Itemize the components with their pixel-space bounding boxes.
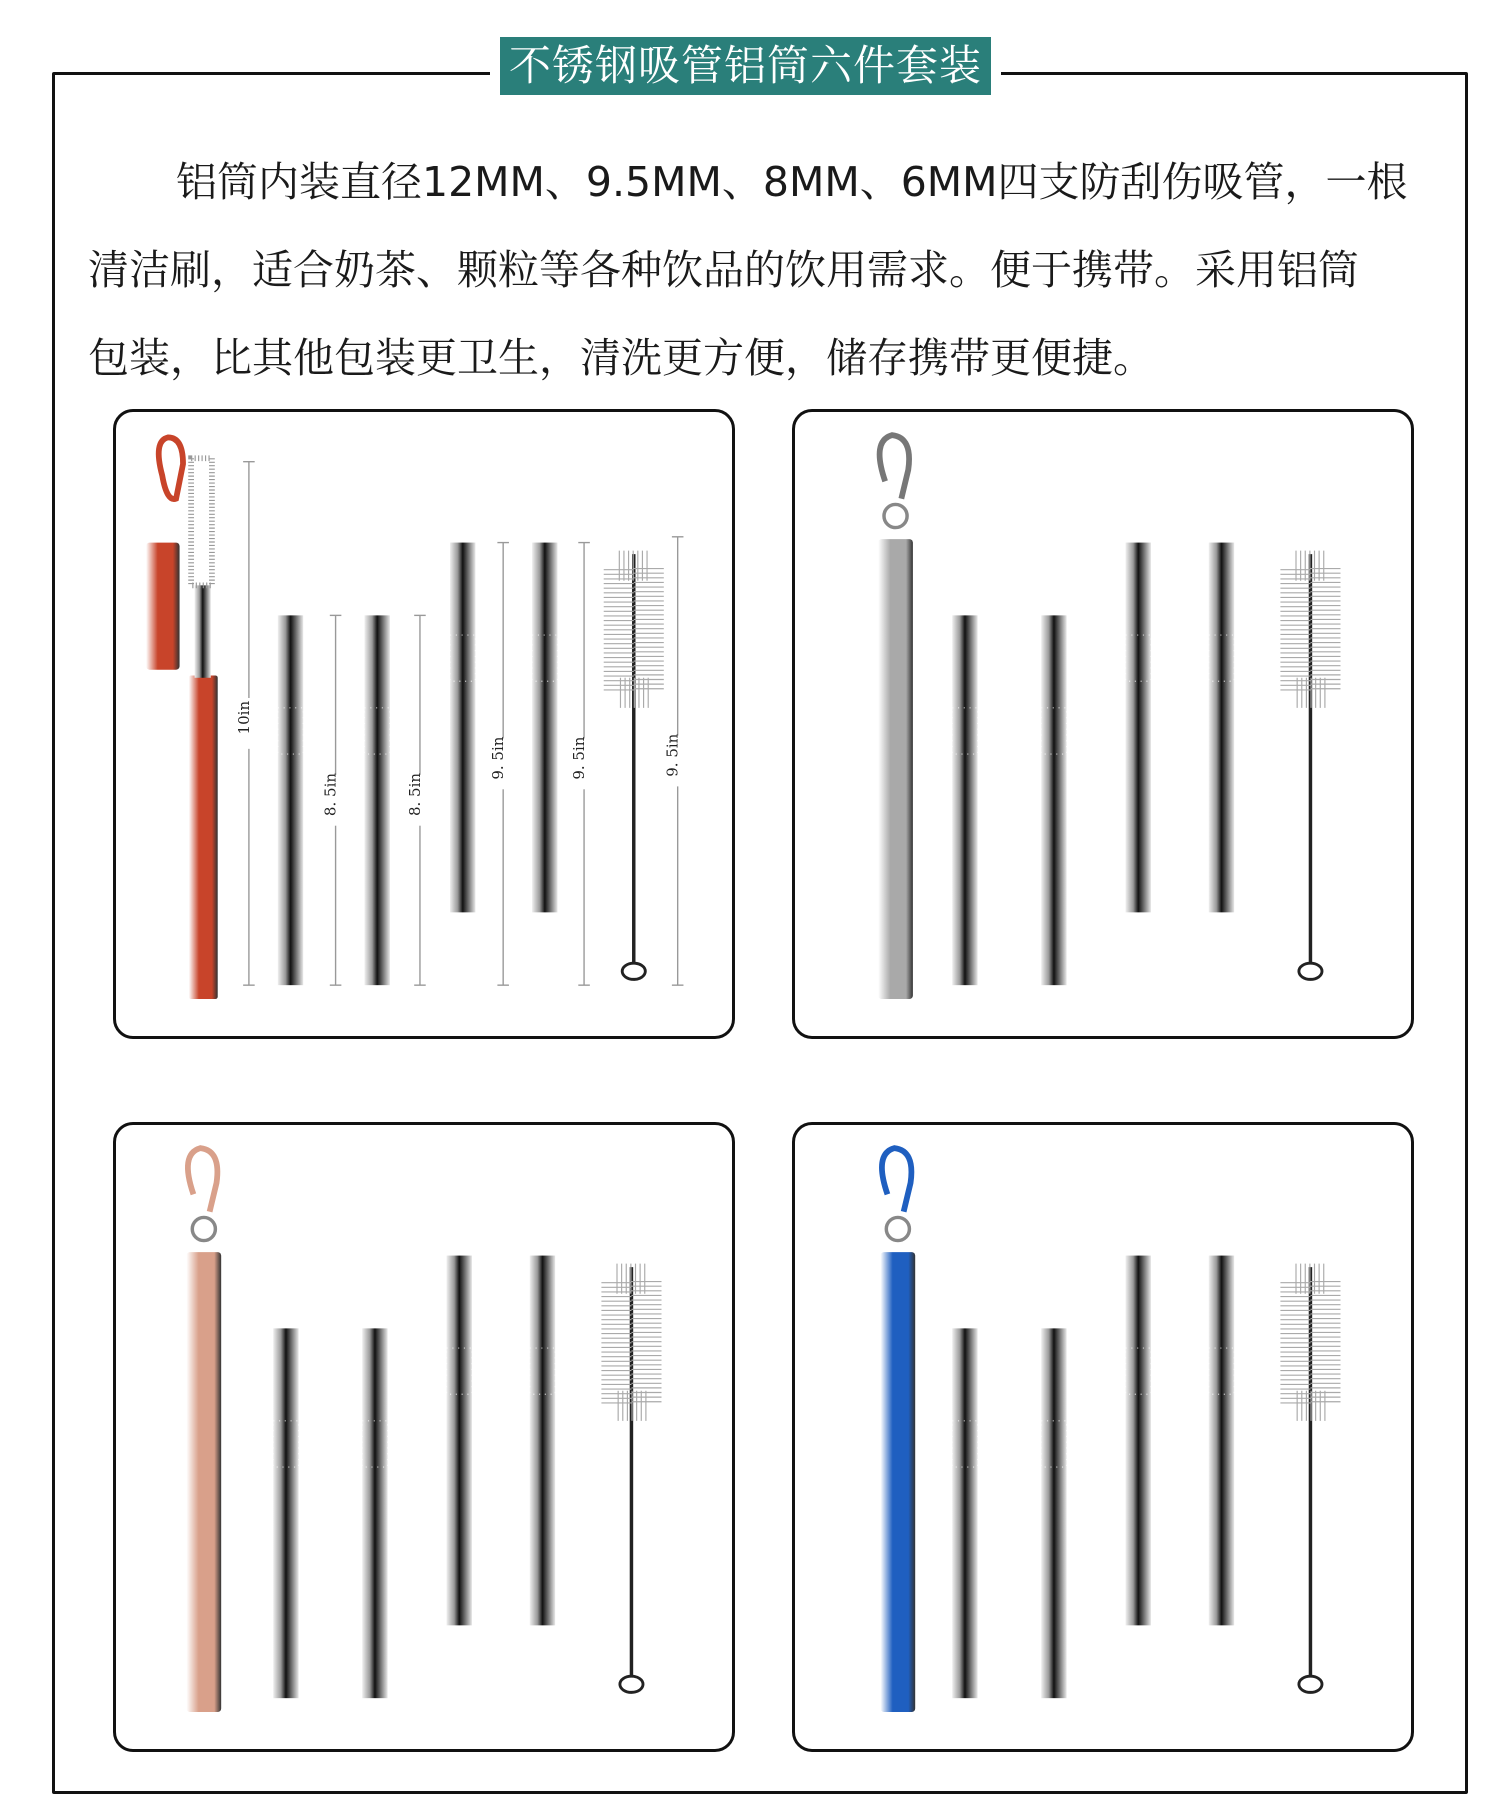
key-ring <box>192 1217 215 1240</box>
length-label: 9. 5in <box>570 736 589 780</box>
stainless-straw <box>273 1328 298 1698</box>
aluminum-case <box>881 1252 916 1712</box>
length-label: 8. 5in <box>405 772 424 817</box>
description-line-3: 包装，比其他包装更卫生，清洗更方便，储存携带更便捷。 <box>88 334 1154 382</box>
aluminum-case <box>186 1252 221 1712</box>
product-illustration <box>795 412 1411 1036</box>
length-label: 10in <box>234 700 253 735</box>
page-title: 不锈钢吸管铝筒六件套装 <box>500 37 991 95</box>
carabiner-icon <box>882 1148 912 1212</box>
stainless-straw <box>1209 543 1234 913</box>
product-panel-blue <box>792 1122 1414 1752</box>
carabiner-icon <box>159 437 183 499</box>
brush-bristles <box>191 458 212 585</box>
carabiner-icon <box>880 435 910 499</box>
length-label: 9. 5in <box>663 733 682 777</box>
stainless-straw <box>364 615 389 985</box>
stainless-straw <box>1041 1328 1066 1698</box>
brush-loop <box>1299 1676 1322 1692</box>
stainless-straw <box>362 1328 387 1698</box>
stainless-straw <box>1041 615 1066 985</box>
telescoping-straw <box>195 585 211 677</box>
carabiner-icon <box>188 1148 218 1212</box>
aluminum-case <box>189 675 218 999</box>
product-panel-silver <box>792 409 1414 1039</box>
brush-loop <box>622 963 645 979</box>
stainless-straw <box>1126 543 1151 913</box>
product-illustration <box>116 412 732 1036</box>
product-illustration <box>795 1125 1411 1749</box>
stainless-straw <box>530 1256 555 1626</box>
stainless-straw <box>952 615 977 985</box>
stainless-straw <box>450 543 475 913</box>
stainless-straw <box>278 615 303 985</box>
stainless-straw <box>1126 1256 1151 1626</box>
description-line-1: 铝筒内装直径12MM、9.5MM、8MM、6MM四支防刮伤吸管，一根 <box>176 158 1408 206</box>
stainless-straw <box>952 1328 977 1698</box>
product-illustration <box>116 1125 732 1749</box>
case-cap <box>146 543 180 670</box>
key-ring <box>884 504 907 527</box>
length-label: 9. 5in <box>489 736 508 780</box>
stainless-straw <box>1209 1256 1234 1626</box>
aluminum-case <box>878 539 913 999</box>
product-panel-rose-gold <box>113 1122 735 1752</box>
length-label: 8. 5in <box>321 772 340 817</box>
product-panel-red <box>113 409 735 1039</box>
stainless-straw <box>447 1256 472 1626</box>
product-description <box>88 138 1438 402</box>
key-ring <box>886 1217 909 1240</box>
brush-loop <box>1299 963 1322 979</box>
stainless-straw <box>532 543 557 913</box>
brush-loop <box>620 1676 643 1692</box>
description-line-2: 清洁刷，适合奶茶、颗粒等各种饮品的饮用需求。便于携带。采用铝筒 <box>88 246 1359 294</box>
